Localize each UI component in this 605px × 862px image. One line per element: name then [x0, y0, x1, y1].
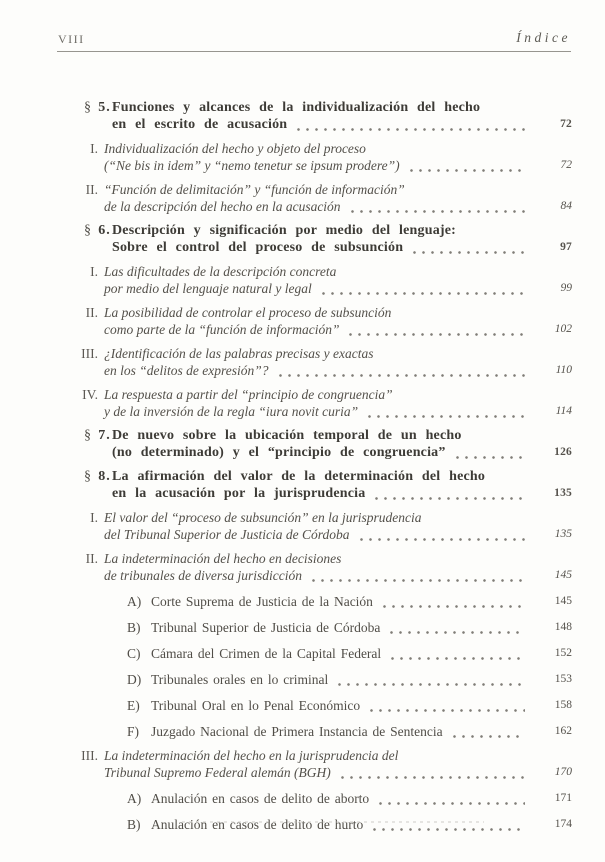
section-number: 8. — [98, 469, 111, 484]
entry-page-number: 148 — [554, 621, 572, 633]
section-mark-icon: § — [84, 469, 92, 484]
entry-last-line: Tribunales orales en lo criminal — [151, 672, 329, 687]
entry-line1: La posibilidad de controlar el proceso de subsunción — [104, 305, 392, 320]
toc-entry — [60, 181, 572, 215]
entry-last-line: de tribunales de diversa jurisdicción — [104, 568, 302, 583]
entry-page-number: 97 — [560, 241, 572, 253]
entry-last-line-row — [104, 403, 528, 420]
entry-page-number: 102 — [554, 323, 572, 335]
entry-label: III. — [81, 346, 98, 361]
dot-leader — [370, 826, 525, 831]
dot-leader — [410, 249, 525, 254]
toc-entry — [60, 263, 572, 297]
toc-entry — [60, 723, 572, 740]
entry-line1: “Función de delimitación” y “función de información” — [104, 182, 405, 197]
entry-body — [104, 345, 528, 379]
dot-leader — [387, 629, 525, 634]
entry-body — [151, 593, 528, 610]
entry-last-line: (“Ne bis in idem” y “nemo tenetur se ipsum prodere”) — [104, 158, 400, 173]
entry-label: C) — [127, 646, 141, 661]
entry-body — [104, 181, 528, 215]
entry-label: II. — [85, 305, 98, 320]
entry-page-number: 152 — [554, 647, 572, 659]
toc-entry — [60, 619, 572, 636]
entry-last-line: Corte Suprema de Justicia de la Nación — [151, 594, 373, 609]
entry-last-line-row — [104, 567, 528, 584]
toc-entry — [60, 509, 572, 543]
entry-label: B) — [127, 620, 141, 635]
entry-label: A) — [127, 594, 142, 609]
entry-label: IV. — [82, 387, 98, 402]
entry-last-line-row — [112, 116, 528, 133]
entry-label — [60, 427, 112, 444]
entry-line1: La afirmación del valor de la determinación del hecho — [112, 469, 486, 484]
entry-last-line-row — [151, 619, 528, 636]
entry-body — [112, 99, 528, 133]
entry-page-number: 145 — [554, 595, 572, 607]
toc-list — [0, 99, 605, 833]
entry-label — [60, 222, 112, 239]
entry-last-line-row — [151, 645, 528, 662]
entry-last-line-row — [151, 671, 528, 688]
entry-label: F) — [127, 724, 140, 739]
header-rule — [57, 51, 571, 52]
entry-line1: Individualización del hecho y objeto del proceso — [104, 141, 366, 156]
entry-body — [104, 140, 528, 174]
entry-label: A) — [127, 791, 142, 806]
entry-label — [60, 468, 112, 485]
entry-body — [112, 427, 528, 461]
entry-label: I. — [90, 141, 98, 156]
entry-page-number: 162 — [554, 725, 572, 737]
entry-line1: La respuesta a partir del “principio de congruencia” — [104, 387, 393, 402]
entry-last-line: Sobre el control del proceso de subsunción — [112, 240, 404, 255]
entry-page-number: 84 — [560, 200, 572, 212]
entry-label: III. — [81, 748, 98, 763]
entry-page-number: 170 — [554, 766, 572, 778]
dot-leader — [309, 577, 525, 582]
entry-last-line-row — [104, 198, 528, 215]
entry-body — [151, 790, 528, 807]
toc-entry — [60, 468, 572, 502]
entry-last-line-row — [151, 816, 528, 833]
entry-page-number: 72 — [560, 118, 572, 130]
dot-leader — [376, 800, 525, 805]
entry-body — [151, 671, 528, 688]
entry-last-line: del Tribunal Superior de Justicia de Córdoba — [104, 527, 350, 542]
entry-last-line: Cámara del Crimen de la Capital Federal — [151, 646, 382, 661]
dot-leader — [346, 331, 525, 336]
entry-line1: El valor del “proceso de subsunción” en la jurisprudencia — [104, 510, 422, 525]
dot-leader — [338, 774, 525, 779]
entry-body — [151, 723, 528, 740]
entry-body — [104, 304, 528, 338]
toc-entry — [60, 645, 572, 662]
entry-line1: ¿Identificación de las palabras precisas y exactas — [104, 346, 374, 361]
entry-last-line-row — [104, 280, 528, 297]
entry-page-number: 99 — [560, 282, 572, 294]
page-header — [0, 0, 605, 56]
entry-last-line-row — [104, 321, 528, 338]
entry-page-number: 153 — [554, 673, 572, 685]
entry-body — [151, 816, 528, 833]
dot-leader — [453, 454, 525, 459]
entry-line1: De nuevo sobre la ubicación temporal de un hecho — [112, 428, 462, 443]
entry-line1: Descripción y significación por medio del lenguaje: — [112, 223, 457, 238]
entry-page-number: 114 — [555, 405, 572, 417]
toc-entry — [60, 697, 572, 714]
dot-leader — [407, 167, 525, 172]
dot-leader — [367, 707, 525, 712]
entry-label: I. — [90, 264, 98, 279]
dot-leader — [335, 681, 525, 686]
entry-body — [104, 263, 528, 297]
entry-last-line-row — [104, 157, 528, 174]
dot-leader — [276, 372, 526, 377]
entry-label: D) — [127, 672, 142, 687]
entry-last-line: como parte de la “función de información” — [104, 322, 340, 337]
toc-entry — [60, 386, 572, 420]
toc-entry — [60, 304, 572, 338]
section-number: 6. — [98, 223, 111, 238]
toc-entry — [60, 671, 572, 688]
entry-body — [151, 697, 528, 714]
dot-leader — [348, 208, 525, 213]
entry-last-line: por medio del lenguaje natural y legal — [104, 281, 312, 296]
entry-label: II. — [85, 551, 98, 566]
entry-page-number: 135 — [554, 487, 572, 499]
entry-line1: La indeterminación del hecho en la jurisprudencia del — [104, 748, 399, 763]
entry-last-line: (no determinado) y el “principio de congruencia” — [112, 445, 446, 460]
entry-label — [60, 99, 112, 116]
toc-entry — [60, 140, 572, 174]
entry-last-line: Juzgado Nacional de Primera Instancia de Sentencia — [151, 724, 443, 739]
entry-last-line: Tribunal Supremo Federal alemán (BGH) — [104, 765, 331, 780]
entry-last-line-row — [104, 362, 528, 379]
toc-entry — [60, 816, 572, 833]
dot-leader — [380, 603, 525, 608]
scan-artifact-line — [182, 821, 484, 823]
dot-leader — [372, 495, 525, 500]
entry-page-number: 135 — [554, 528, 572, 540]
toc-entry — [60, 345, 572, 379]
entry-label: II. — [85, 182, 98, 197]
entry-page-number: 158 — [554, 699, 572, 711]
dot-leader — [450, 733, 525, 738]
toc-entry — [60, 99, 572, 133]
entry-page-number: 145 — [554, 569, 572, 581]
entry-body — [112, 468, 528, 502]
dot-leader — [357, 536, 526, 541]
entry-last-line-row — [104, 764, 528, 781]
entry-last-line: Tribunal Oral en lo Penal Económico — [151, 698, 361, 713]
entry-last-line-row — [151, 697, 528, 714]
entry-last-line: de la descripción del hecho en la acusación — [104, 199, 341, 214]
toc-entry — [60, 747, 572, 781]
section-mark-icon: § — [84, 100, 92, 115]
entry-last-line: Anulación en casos de delito de hurto — [151, 817, 364, 832]
entry-page-number: 171 — [554, 792, 572, 804]
entry-last-line-row — [112, 239, 528, 256]
folio-number: VIII — [58, 32, 85, 46]
dot-leader — [365, 413, 525, 418]
entry-page-number: 72 — [560, 159, 572, 171]
running-title: Índice — [516, 30, 571, 45]
toc-entry — [60, 427, 572, 461]
entry-line1: La indeterminación del hecho en decisiones — [104, 551, 342, 566]
entry-last-line: Anulación en casos de delito de aborto — [151, 791, 370, 806]
entry-last-line-row — [104, 526, 528, 543]
toc-entry — [60, 550, 572, 584]
dot-leader — [294, 126, 525, 131]
entry-body — [112, 222, 528, 256]
entry-body — [151, 645, 528, 662]
dot-leader — [319, 290, 525, 295]
entry-page-number: 110 — [555, 364, 572, 376]
entry-last-line-row — [151, 723, 528, 740]
entry-last-line: en la acusación por la jurisprudencia — [112, 486, 366, 501]
entry-body — [104, 509, 528, 543]
entry-body — [104, 386, 528, 420]
dot-leader — [388, 655, 525, 660]
entry-label: I. — [90, 510, 98, 525]
entry-last-line: en el escrito de acusación — [112, 117, 288, 132]
entry-body — [104, 550, 528, 584]
entry-page-number: 126 — [554, 446, 572, 458]
entry-last-line: Tribunal Superior de Justicia de Córdoba — [151, 620, 381, 635]
section-number: 7. — [98, 428, 111, 443]
toc-entry — [60, 222, 572, 256]
entry-last-line-row — [151, 593, 528, 610]
entry-last-line: y de la inversión de la regla “iura novit curia” — [104, 404, 359, 419]
entry-last-line-row — [151, 790, 528, 807]
section-number: 5. — [98, 100, 111, 115]
entry-last-line-row — [112, 485, 528, 502]
entry-body — [104, 747, 528, 781]
entry-label: E) — [127, 698, 140, 713]
entry-line1: Las dificultades de la descripción concreta — [104, 264, 337, 279]
entry-page-number: 174 — [554, 818, 572, 830]
section-mark-icon: § — [84, 428, 92, 443]
toc-entry — [60, 593, 572, 610]
section-mark-icon: § — [84, 223, 92, 238]
entry-body — [151, 619, 528, 636]
toc-entry — [60, 790, 572, 807]
entry-last-line: en los “delitos de expresión”? — [104, 363, 269, 378]
entry-last-line-row — [112, 444, 528, 461]
entry-label: B) — [127, 817, 141, 832]
entry-line1: Funciones y alcances de la individualización del hecho — [112, 100, 481, 115]
